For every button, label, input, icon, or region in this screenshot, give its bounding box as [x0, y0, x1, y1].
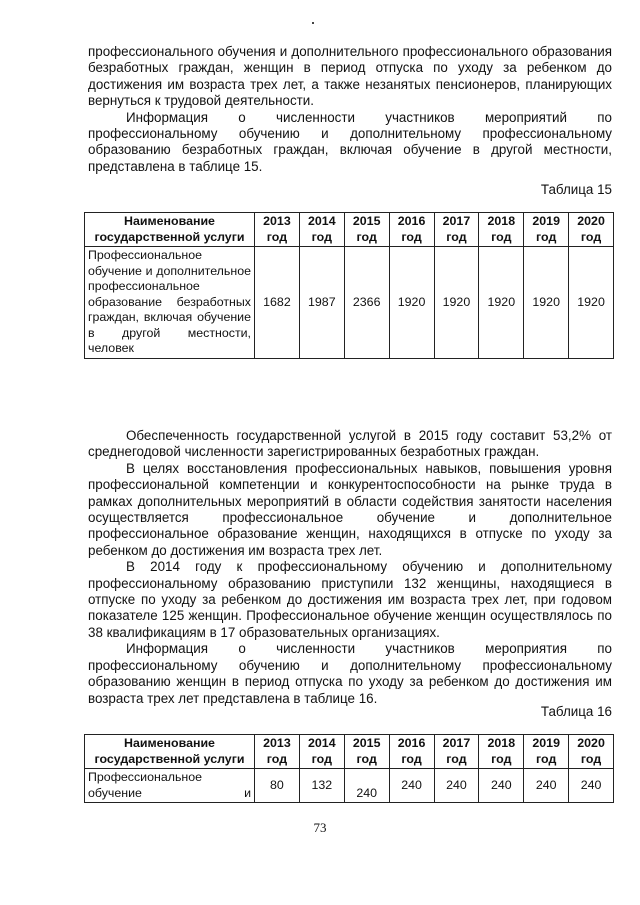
cell-value: 132 — [299, 769, 344, 803]
header-year: 2016 год — [389, 213, 434, 247]
table-header-row — [85, 213, 614, 247]
header-year: 2013 год — [255, 213, 300, 247]
header-service-name: Наименование государственной услуги — [85, 735, 255, 769]
header-year: 2017 год — [434, 213, 479, 247]
text-block-top — [88, 44, 612, 175]
header-year: 2015 год — [344, 213, 389, 247]
header-year: 2019 год — [524, 213, 569, 247]
header-service-name: Наименование государственной услуги — [85, 213, 255, 247]
header-year: 2016 год — [389, 735, 434, 769]
paragraph: профессионального обучения и дополнительного профессионального образования безработных граждан, женщин в период отпуска по уходу за ребенком до достижения им возраста трех лет, а также незанятых пенсионеров, планирующих вернуться к трудовой деятельности. — [88, 44, 612, 109]
cell-value: 240 — [344, 769, 389, 803]
cell-value: 1920 — [524, 247, 569, 359]
header-year: 2014 год — [299, 213, 344, 247]
header-year: 2018 год — [479, 213, 524, 247]
header-year: 2015 год — [344, 735, 389, 769]
cell-value: 240 — [524, 769, 569, 803]
header-year: 2018 год — [479, 735, 524, 769]
paragraph: Обеспеченность государственной услугой в 2015 году составит 53,2% от среднегодовой численности зарегистрированных безработных граждан. — [88, 428, 612, 460]
cell-value: 2366 — [344, 247, 389, 359]
table-15-caption: Таблица 15 — [540, 182, 612, 197]
paragraph: Информация о численности участников мероприятий по профессиональному обучению и дополнительному профессиональному образованию безработных граждан, включая обучение в другой местности, представлена в таблице 15. — [88, 109, 612, 174]
row-service-name: Профессиональное обучение и дополнительное профессиональное образование безработных граждан, включая обучение в другой местности, человек — [85, 247, 255, 359]
paragraph: Информация о численности участников мероприятия по профессиональному обучению и дополнительному профессиональному образованию женщин в период отпуска по уходу за ребенком до достижения им возраста трех лет представлена в таблице 16. — [88, 641, 612, 706]
cell-value: 240 — [479, 769, 524, 803]
header-year: 2013 год — [255, 735, 300, 769]
header-year: 2020 год — [569, 213, 614, 247]
cell-value: 1987 — [299, 247, 344, 359]
text-block-middle — [88, 428, 612, 707]
cell-value: 1920 — [569, 247, 614, 359]
row-service-name: Профессиональное обучение и — [85, 769, 255, 803]
cell-value: 240 — [389, 769, 434, 803]
paragraph: В целях восстановления профессиональных навыков, повышения уровня профессиональной компетенции и конкурентоспособности на рынке труда в рамках дополнительных мероприятий в области содействия занятости населения осуществляется профессиональное обучение и дополнительное профессиональное образование женщин, находящихся в отпуске по уходу за ребенком до достижения им возраста трех лет. — [88, 460, 612, 558]
paragraph: В 2014 году к профессиональному обучению и дополнительному профессиональному образованию приступили 132 женщины, находящиеся в отпуске по уходу за ребенком до достижения им возраста трех лет, при годовом показателе 125 женщин. Профессиональное обучение женщин осуществлялось по 38 квалификациям в 17 образовательных организациях. — [88, 559, 612, 640]
cell-value: 240 — [569, 769, 614, 803]
cell-value: 1920 — [434, 247, 479, 359]
header-year: 2020 год — [569, 735, 614, 769]
cell-value: 1920 — [479, 247, 524, 359]
cell-value: 80 — [255, 769, 300, 803]
header-year: 2017 год — [434, 735, 479, 769]
table-16-caption: Таблица 16 — [540, 704, 612, 719]
table-row — [85, 247, 614, 359]
table-row — [85, 769, 614, 803]
table-16 — [84, 734, 614, 803]
scan-speck — [312, 22, 314, 24]
cell-value: 240 — [434, 769, 479, 803]
page-number: 73 — [313, 820, 327, 835]
table-15 — [84, 212, 614, 359]
cell-value: 1920 — [389, 247, 434, 359]
table-header-row — [85, 735, 614, 769]
cell-value: 1682 — [255, 247, 300, 359]
header-year: 2014 год — [299, 735, 344, 769]
header-year: 2019 год — [524, 735, 569, 769]
